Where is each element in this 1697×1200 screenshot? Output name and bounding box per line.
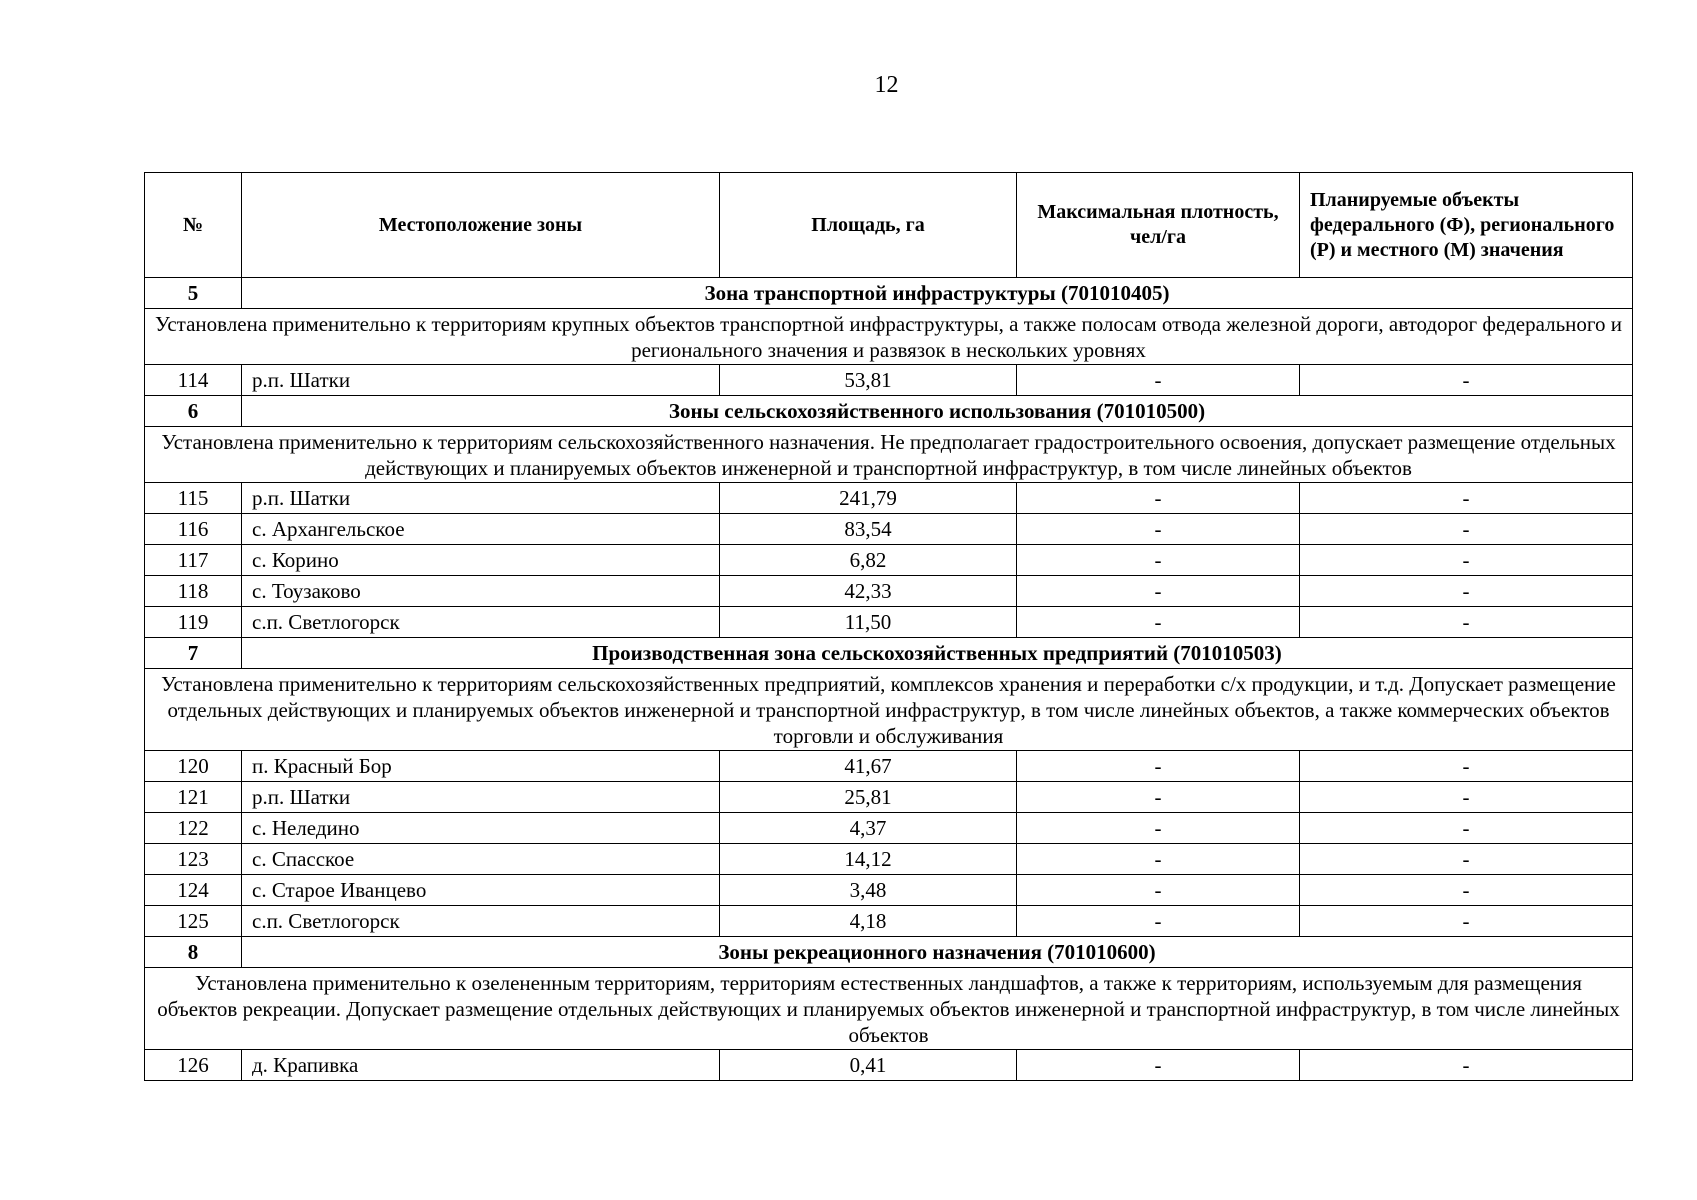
table-row [145,483,1633,514]
row-density: - [1017,483,1300,514]
section-number: 5 [145,278,242,309]
row-area: 11,50 [720,607,1017,638]
row-area: 83,54 [720,514,1017,545]
row-location: п. Красный Бор [242,751,720,782]
row-number: 123 [145,844,242,875]
row-density: - [1017,545,1300,576]
section-number: 6 [145,396,242,427]
row-number: 114 [145,365,242,396]
row-density: - [1017,365,1300,396]
row-location: р.п. Шатки [242,483,720,514]
row-number: 115 [145,483,242,514]
row-area: 42,33 [720,576,1017,607]
table-row [145,576,1633,607]
section-header-row [145,396,1633,427]
row-location: с.п. Светлогорск [242,906,720,937]
row-planned: - [1300,545,1633,576]
section-header-row [145,278,1633,309]
table-row [145,813,1633,844]
row-planned: - [1300,576,1633,607]
row-location: с. Архангельское [242,514,720,545]
table-body [145,278,1633,1081]
header-num: № [145,173,242,278]
row-area: 241,79 [720,483,1017,514]
header-area: Площадь, га [720,173,1017,278]
row-number: 126 [145,1050,242,1081]
table-row [145,1050,1633,1081]
row-planned: - [1300,483,1633,514]
section-number: 8 [145,937,242,968]
row-number: 124 [145,875,242,906]
row-number: 125 [145,906,242,937]
row-planned: - [1300,906,1633,937]
section-title: Зона транспортной инфраструктуры (701010405) [242,278,1633,309]
row-area: 41,67 [720,751,1017,782]
row-number: 118 [145,576,242,607]
table-row [145,782,1633,813]
row-location: с. Неледино [242,813,720,844]
row-number: 122 [145,813,242,844]
row-location: с. Старое Иванцево [242,875,720,906]
table-row [145,607,1633,638]
section-description-row [145,669,1633,751]
row-density: - [1017,782,1300,813]
row-number: 120 [145,751,242,782]
row-planned: - [1300,1050,1633,1081]
row-planned: - [1300,875,1633,906]
row-density: - [1017,875,1300,906]
section-description: Установлена применительно к территориям крупных объектов транспортной инфраструктуры, а также полосам отвода железной дороги, автодорог федерального и регионального значения и развязок в нескольких уровнях [145,309,1633,365]
table-row [145,751,1633,782]
header-density: Максимальная плотность, чел/га [1017,173,1300,278]
table-row [145,906,1633,937]
row-location: с. Спасское [242,844,720,875]
row-location: д. Крапивка [242,1050,720,1081]
section-description: Установлена применительно к территориям сельскохозяйственного назначения. Не предполагает градостроительного освоения, допускает размещение отдельных действующих и планируемых объектов инженерной и транспортной инфраструктур, в том числе линейных объектов [145,427,1633,483]
row-number: 116 [145,514,242,545]
header-planned: Планируемые объекты федерального (Ф), регионального (Р) и местного (М) значения [1300,173,1633,278]
row-planned: - [1300,844,1633,875]
zones-table [144,172,1633,1081]
row-density: - [1017,1050,1300,1081]
table-row [145,365,1633,396]
section-description-row [145,968,1633,1050]
row-number: 121 [145,782,242,813]
section-header-row [145,937,1633,968]
table-header-row [145,173,1633,278]
table-row [145,875,1633,906]
section-description: Установлена применительно к озелененным территориям, территориям естественных ландшафтов, а также к территориям, используемым для размещения объектов рекреации. Допускает размещение отдельных действующих и планируемых объектов инженерной и транспортной инфраструктур, в том числе линейных объектов [145,968,1633,1050]
section-description: Установлена применительно к территориям сельскохозяйственных предприятий, комплексов хранения и переработки с/х продукции, и т.д. Допускает размещение отдельных действующих и планируемых объектов инженерной и транспортной инфраструктур, в том числе линейных объектов, а также коммерческих объектов торговли и обслуживания [145,669,1633,751]
row-planned: - [1300,782,1633,813]
row-area: 25,81 [720,782,1017,813]
row-density: - [1017,906,1300,937]
row-area: 53,81 [720,365,1017,396]
row-location: с.п. Светлогорск [242,607,720,638]
row-density: - [1017,751,1300,782]
page-number: 12 [874,72,899,98]
row-number: 119 [145,607,242,638]
row-location: с. Корино [242,545,720,576]
row-location: с. Тоузаково [242,576,720,607]
row-number: 117 [145,545,242,576]
row-density: - [1017,813,1300,844]
row-planned: - [1300,813,1633,844]
section-description-row [145,309,1633,365]
row-area: 4,18 [720,906,1017,937]
row-density: - [1017,607,1300,638]
row-density: - [1017,576,1300,607]
section-title: Зоны рекреационного назначения (701010600) [242,937,1633,968]
row-density: - [1017,514,1300,545]
row-density: - [1017,844,1300,875]
row-planned: - [1300,751,1633,782]
row-planned: - [1300,607,1633,638]
table-row [145,514,1633,545]
section-title: Производственная зона сельскохозяйственных предприятий (701010503) [242,638,1633,669]
section-title: Зоны сельскохозяйственного использования (701010500) [242,396,1633,427]
row-planned: - [1300,365,1633,396]
row-area: 3,48 [720,875,1017,906]
table-row [145,545,1633,576]
row-location: р.п. Шатки [242,782,720,813]
section-description-row [145,427,1633,483]
row-area: 14,12 [720,844,1017,875]
row-area: 4,37 [720,813,1017,844]
row-planned: - [1300,514,1633,545]
row-location: р.п. Шатки [242,365,720,396]
section-number: 7 [145,638,242,669]
table-row [145,844,1633,875]
section-header-row [145,638,1633,669]
row-area: 6,82 [720,545,1017,576]
header-location: Местоположение зоны [242,173,720,278]
row-area: 0,41 [720,1050,1017,1081]
